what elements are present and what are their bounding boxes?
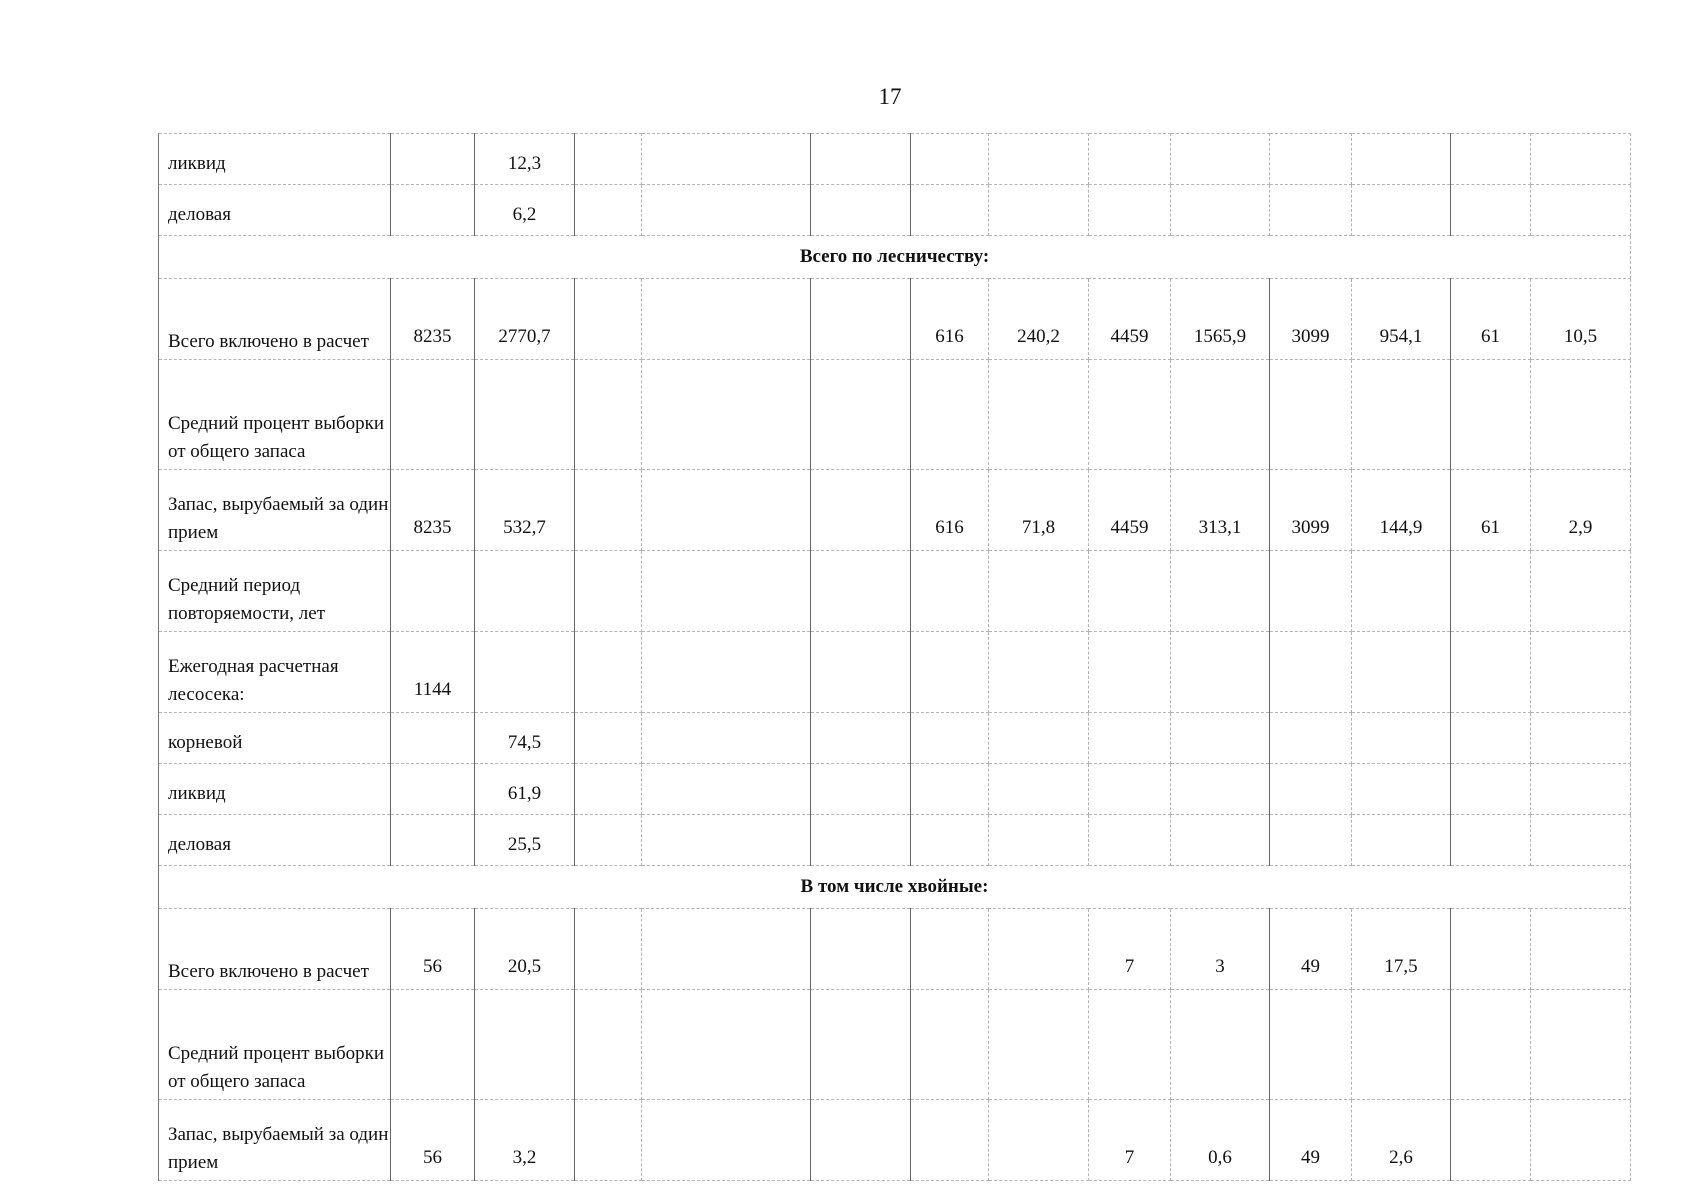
table-cell: 1565,9 — [1171, 279, 1270, 360]
table-cell — [1171, 360, 1270, 470]
table-cell — [391, 134, 475, 185]
table-cell — [642, 185, 811, 236]
table-cell: 6,2 — [475, 185, 575, 236]
row-label: ликвид — [159, 764, 391, 815]
table-cell — [1352, 632, 1451, 713]
table-cell — [1531, 185, 1631, 236]
table-row — [159, 909, 1631, 990]
table-cell — [989, 632, 1089, 713]
table-cell — [1531, 713, 1631, 764]
table-cell: 49 — [1270, 1100, 1352, 1181]
table-cell: 532,7 — [475, 470, 575, 551]
table-cell: 3,2 — [475, 1100, 575, 1181]
table-cell — [811, 360, 911, 470]
table-cell — [391, 185, 475, 236]
table-cell: 74,5 — [475, 713, 575, 764]
table-cell: 616 — [911, 279, 989, 360]
table-cell — [1270, 713, 1352, 764]
table-row — [159, 764, 1631, 815]
table-cell — [1451, 134, 1531, 185]
table-cell — [1171, 764, 1270, 815]
section-row — [159, 866, 1631, 909]
table-row — [159, 279, 1631, 360]
table-cell — [989, 909, 1089, 990]
table-cell — [1089, 990, 1171, 1100]
table-cell — [642, 1100, 811, 1181]
table-cell — [911, 764, 989, 815]
table-cell — [1352, 713, 1451, 764]
table-cell: 61 — [1451, 470, 1531, 551]
row-label: ликвид — [159, 134, 391, 185]
table-cell — [811, 185, 911, 236]
table-cell — [1171, 551, 1270, 632]
table-cell — [642, 909, 811, 990]
table-cell — [1451, 185, 1531, 236]
row-label: деловая — [159, 815, 391, 866]
table-cell — [391, 990, 475, 1100]
row-label: Всего включено в расчет — [159, 909, 391, 990]
table-cell — [811, 279, 911, 360]
table-cell — [575, 713, 642, 764]
table-cell: 954,1 — [1352, 279, 1451, 360]
table-cell — [1171, 632, 1270, 713]
table-cell: 61,9 — [475, 764, 575, 815]
table-cell — [1451, 1100, 1531, 1181]
table-cell — [989, 764, 1089, 815]
table-cell — [989, 134, 1089, 185]
table-cell: 240,2 — [989, 279, 1089, 360]
table-cell: 56 — [391, 1100, 475, 1181]
table-cell: 313,1 — [1171, 470, 1270, 551]
table-cell — [642, 713, 811, 764]
table-cell: 71,8 — [989, 470, 1089, 551]
table-cell: 2,6 — [1352, 1100, 1451, 1181]
cutting-volume-table — [158, 133, 1631, 1181]
table-cell: 7 — [1089, 1100, 1171, 1181]
table-cell — [811, 909, 911, 990]
table-cell — [391, 360, 475, 470]
table-cell — [811, 764, 911, 815]
table-cell — [575, 632, 642, 713]
row-label: Средний период повторяемости, лет — [159, 551, 391, 632]
table-cell: 4459 — [1089, 470, 1171, 551]
table-cell: 0,6 — [1171, 1100, 1270, 1181]
table-cell: 144,9 — [1352, 470, 1451, 551]
row-label: Запас, вырубаемый за один прием — [159, 1100, 391, 1181]
row-label: корневой — [159, 713, 391, 764]
table-cell: 2,9 — [1531, 470, 1631, 551]
table-row — [159, 185, 1631, 236]
table-cell — [1270, 360, 1352, 470]
table-cell — [642, 134, 811, 185]
table-cell — [1089, 551, 1171, 632]
table-cell — [575, 470, 642, 551]
table-cell — [1270, 815, 1352, 866]
table-cell: 20,5 — [475, 909, 575, 990]
table-cell — [642, 815, 811, 866]
table-cell — [642, 279, 811, 360]
table-cell — [811, 990, 911, 1100]
table-cell — [642, 764, 811, 815]
table-cell: 17,5 — [1352, 909, 1451, 990]
table-cell — [989, 713, 1089, 764]
row-label: Ежегодная расчетная лесосека: — [159, 632, 391, 713]
table-cell — [989, 815, 1089, 866]
table-cell: 12,3 — [475, 134, 575, 185]
table-cell — [911, 551, 989, 632]
row-label: Запас, вырубаемый за один прием — [159, 470, 391, 551]
table-cell — [1531, 764, 1631, 815]
table-cell — [1451, 713, 1531, 764]
table-cell — [1352, 764, 1451, 815]
table-cell: 49 — [1270, 909, 1352, 990]
table-cell — [1270, 134, 1352, 185]
table-cell — [642, 990, 811, 1100]
table-cell — [1531, 551, 1631, 632]
table-cell — [391, 713, 475, 764]
table-cell: 61 — [1451, 279, 1531, 360]
table-row — [159, 632, 1631, 713]
table-cell: 616 — [911, 470, 989, 551]
table-cell: 8235 — [391, 470, 475, 551]
table-cell — [1352, 134, 1451, 185]
table-row — [159, 470, 1631, 551]
table-cell — [475, 551, 575, 632]
table-cell — [1531, 632, 1631, 713]
table-cell — [475, 990, 575, 1100]
table-cell — [1089, 134, 1171, 185]
table-cell — [911, 990, 989, 1100]
row-label: Средний процент выборки от общего запаса — [159, 990, 391, 1100]
row-label: Средний процент выборки от общего запаса — [159, 360, 391, 470]
table-cell — [575, 764, 642, 815]
table-cell — [1089, 815, 1171, 866]
section-title-forestry-total: Всего по лесничеству: — [159, 236, 1631, 279]
table-cell — [1451, 551, 1531, 632]
table-cell — [811, 134, 911, 185]
table-cell — [391, 551, 475, 632]
table-cell — [1352, 551, 1451, 632]
table-cell — [911, 632, 989, 713]
table-cell — [1270, 632, 1352, 713]
table-cell — [811, 713, 911, 764]
table-cell — [575, 134, 642, 185]
table-cell — [911, 134, 989, 185]
table-cell — [1352, 990, 1451, 1100]
table-cell — [642, 360, 811, 470]
table-cell — [1171, 185, 1270, 236]
row-label: Всего включено в расчет — [159, 279, 391, 360]
table-cell — [811, 815, 911, 866]
table-cell — [1531, 134, 1631, 185]
table-cell — [575, 551, 642, 632]
table-cell: 56 — [391, 909, 475, 990]
table-cell: 1144 — [391, 632, 475, 713]
table-cell — [1089, 185, 1171, 236]
table-cell — [1451, 632, 1531, 713]
table-row — [159, 815, 1631, 866]
table-cell — [1270, 551, 1352, 632]
table-cell — [1171, 990, 1270, 1100]
table-cell — [1089, 360, 1171, 470]
table-cell — [989, 185, 1089, 236]
table-cell — [1531, 815, 1631, 866]
table-row — [159, 990, 1631, 1100]
table-cell — [1451, 990, 1531, 1100]
table-cell — [642, 470, 811, 551]
table-cell — [1270, 764, 1352, 815]
table-cell — [1451, 360, 1531, 470]
table-cell — [911, 815, 989, 866]
table-cell: 2770,7 — [475, 279, 575, 360]
table-cell: 10,5 — [1531, 279, 1631, 360]
table-cell — [1171, 815, 1270, 866]
table-cell — [989, 1100, 1089, 1181]
table-cell — [575, 185, 642, 236]
table-cell — [1531, 1100, 1631, 1181]
table-cell — [575, 360, 642, 470]
table-cell — [811, 551, 911, 632]
table-cell — [1089, 632, 1171, 713]
table-cell — [1089, 713, 1171, 764]
table-cell: 4459 — [1089, 279, 1171, 360]
table-cell — [989, 990, 1089, 1100]
table-cell — [1451, 909, 1531, 990]
table-row — [159, 134, 1631, 185]
table-cell — [911, 713, 989, 764]
table-cell — [1531, 360, 1631, 470]
table-cell — [575, 279, 642, 360]
table-cell — [911, 909, 989, 990]
table-row — [159, 360, 1631, 470]
table-cell — [811, 470, 911, 551]
table-cell — [1171, 713, 1270, 764]
table-cell — [391, 815, 475, 866]
table-cell — [989, 360, 1089, 470]
table-cell — [1270, 185, 1352, 236]
table-cell: 7 — [1089, 909, 1171, 990]
table-cell — [1089, 764, 1171, 815]
table-cell — [575, 909, 642, 990]
table-cell — [1270, 990, 1352, 1100]
table-cell — [911, 1100, 989, 1181]
table-cell: 3099 — [1270, 279, 1352, 360]
table-cell: 3 — [1171, 909, 1270, 990]
table-row — [159, 713, 1631, 764]
table-cell — [989, 551, 1089, 632]
table-cell — [911, 360, 989, 470]
table-cell — [575, 815, 642, 866]
table-cell — [1451, 764, 1531, 815]
table-cell — [1352, 185, 1451, 236]
row-label: деловая — [159, 185, 391, 236]
table-cell — [391, 764, 475, 815]
table-cell: 25,5 — [475, 815, 575, 866]
section-title-conifers: В том числе хвойные: — [159, 866, 1631, 909]
table-cell — [911, 185, 989, 236]
table-cell: 3099 — [1270, 470, 1352, 551]
table-cell — [475, 632, 575, 713]
table-cell — [642, 551, 811, 632]
table-cell — [1352, 360, 1451, 470]
table-cell — [642, 632, 811, 713]
table-cell: 8235 — [391, 279, 475, 360]
table-cell — [811, 632, 911, 713]
table-cell — [575, 1100, 642, 1181]
table-cell — [475, 360, 575, 470]
table-row — [159, 1100, 1631, 1181]
table-cell — [575, 990, 642, 1100]
table-row — [159, 551, 1631, 632]
table-cell — [1352, 815, 1451, 866]
table-cell — [1171, 134, 1270, 185]
table-cell — [811, 1100, 911, 1181]
table-cell — [1531, 990, 1631, 1100]
page-number: 17 — [878, 84, 902, 109]
section-row — [159, 236, 1631, 279]
table-cell — [1451, 815, 1531, 866]
table-cell — [1531, 909, 1631, 990]
